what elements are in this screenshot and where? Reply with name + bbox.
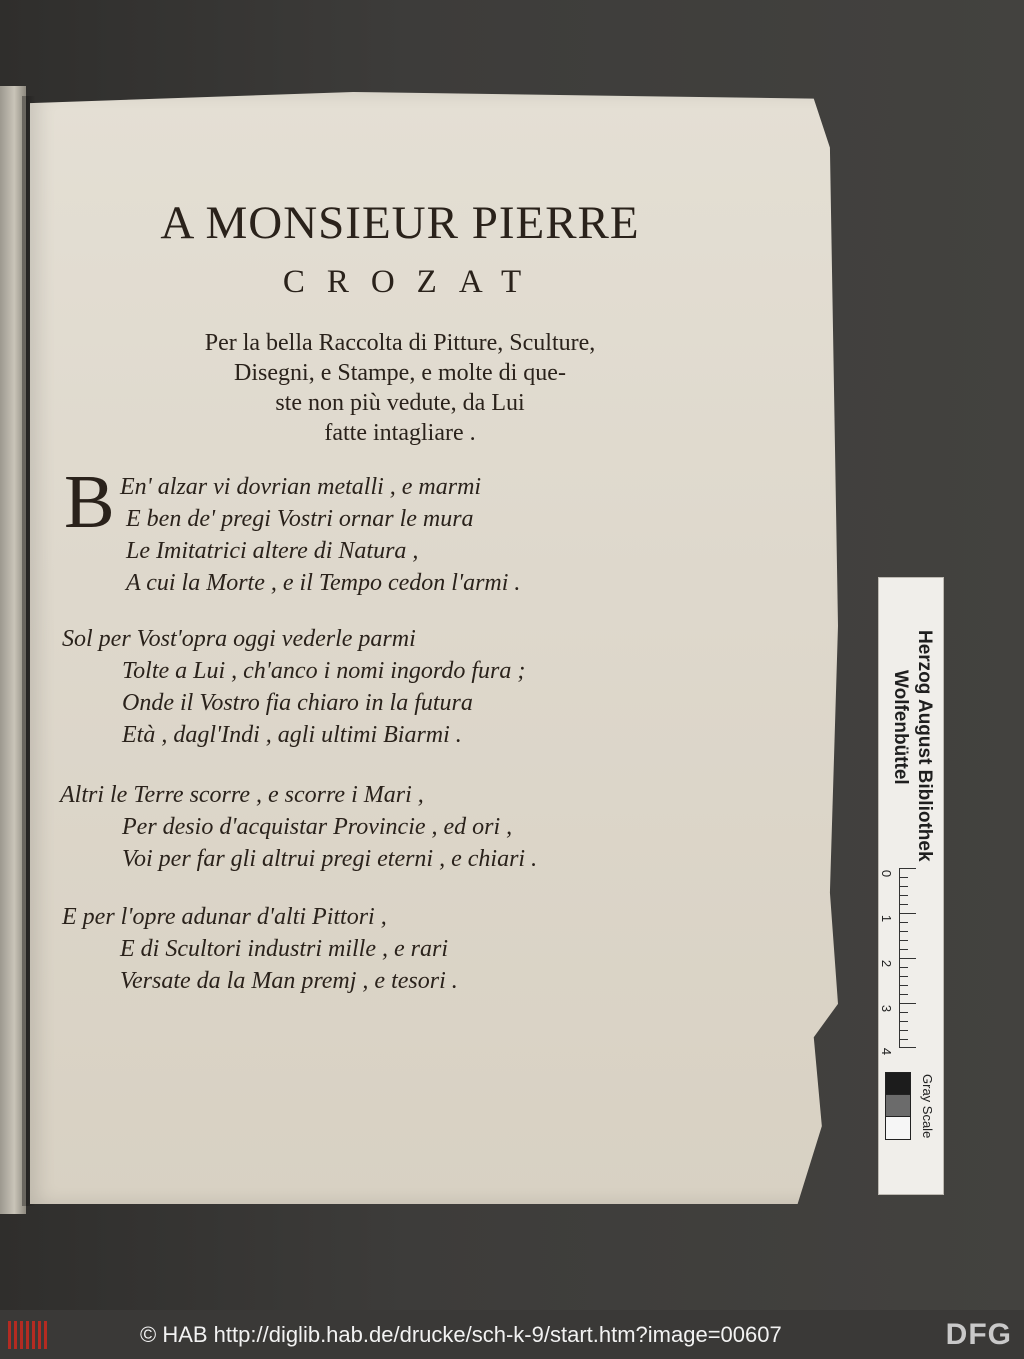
scale-tick xyxy=(900,1021,908,1022)
ruler-institution: Herzog August Bibliothek xyxy=(914,630,935,862)
scale-number: 4 xyxy=(879,1047,895,1056)
scale-tick xyxy=(900,1012,908,1013)
scale-number: 0 xyxy=(879,869,895,878)
verse-line: E per l'opre adunar d'alti Pittori , xyxy=(62,904,387,930)
scale-tick xyxy=(900,886,908,887)
color-ruler xyxy=(878,577,944,1195)
scale-tick xyxy=(900,1003,916,1004)
verse-line: Le Imitatrici altere di Natura , xyxy=(126,538,419,564)
scale-tick xyxy=(900,913,916,914)
gray-swatch-black xyxy=(885,1072,911,1096)
dfg-logo: DFG xyxy=(945,1318,1012,1351)
verse-line: En' alzar vi dovrian metalli , e marmi xyxy=(120,474,482,500)
page-title: A MONSIEUR PIERRE xyxy=(160,197,640,249)
scale-tick xyxy=(900,958,916,959)
measurement-scale xyxy=(899,868,916,1048)
page-subtitle: CROZAT xyxy=(282,264,544,300)
dedication-line: Disegni, e Stampe, e molte di que- xyxy=(234,360,566,386)
verse-line: Onde il Vostro fia chiaro in la futura xyxy=(122,690,473,716)
gray-scale-label: Gray Scale xyxy=(920,1074,935,1139)
drop-cap: B xyxy=(64,460,115,544)
verse-line: E di Scultori industri mille , e rari xyxy=(120,936,448,962)
scale-number: 1 xyxy=(879,914,895,923)
verse-line: Versate da la Man premj , e tesori . xyxy=(120,968,458,994)
scale-tick xyxy=(900,922,908,923)
scale-tick xyxy=(900,1047,916,1048)
scale-tick xyxy=(900,1030,908,1031)
hab-logo-icon xyxy=(8,1321,48,1349)
scale-tick xyxy=(900,931,908,932)
scale-tick xyxy=(900,868,916,869)
dedication-line: fatte intagliare . xyxy=(324,420,476,446)
scale-tick xyxy=(900,985,908,986)
verse-line: Voi per far gli altrui pregi eterni , e chiari . xyxy=(122,846,538,872)
verse-line: Tolte a Lui , ch'anco i nomi ingordo fura ; xyxy=(122,658,526,684)
page-content xyxy=(30,92,838,1204)
scale-tick xyxy=(900,940,908,941)
gray-swatch-mid xyxy=(885,1094,911,1118)
scale-tick xyxy=(900,904,908,905)
scale-tick xyxy=(900,949,908,950)
verse-line: E ben de' pregi Vostri ornar le mura xyxy=(126,506,474,532)
gray-swatch-white xyxy=(885,1116,911,1140)
scale-tick xyxy=(900,895,908,896)
scale-tick xyxy=(900,1039,908,1040)
dedication-line: ste non più vedute, da Lui xyxy=(275,390,525,416)
copyright-link[interactable]: © HAB http://diglib.hab.de/drucke/sch-k-9/start.htm?image=00607 xyxy=(140,1322,782,1347)
verse-line: Altri le Terre scorre , e scorre i Mari , xyxy=(60,782,424,808)
verse-line: A cui la Morte , e il Tempo cedon l'armi . xyxy=(126,570,521,596)
verse-line: Sol per Vost'opra oggi vederle parmi xyxy=(62,626,416,652)
scale-tick xyxy=(900,877,908,878)
footer-bar xyxy=(0,1310,1024,1359)
ruler-city: Wolfenbüttel xyxy=(890,670,911,785)
verse-line: Età , dagl'Indi , agli ultimi Biarmi . xyxy=(122,722,462,748)
scale-number: 2 xyxy=(879,959,895,968)
scale-tick xyxy=(900,967,908,968)
verse-line: Per desio d'acquistar Provincie , ed ori , xyxy=(122,814,513,840)
dedication xyxy=(30,328,770,448)
scale-number: 3 xyxy=(879,1004,895,1013)
scale-tick xyxy=(900,994,908,995)
scale-tick xyxy=(900,976,908,977)
dedication-line: Per la bella Raccolta di Pitture, Sculture, xyxy=(204,330,596,356)
